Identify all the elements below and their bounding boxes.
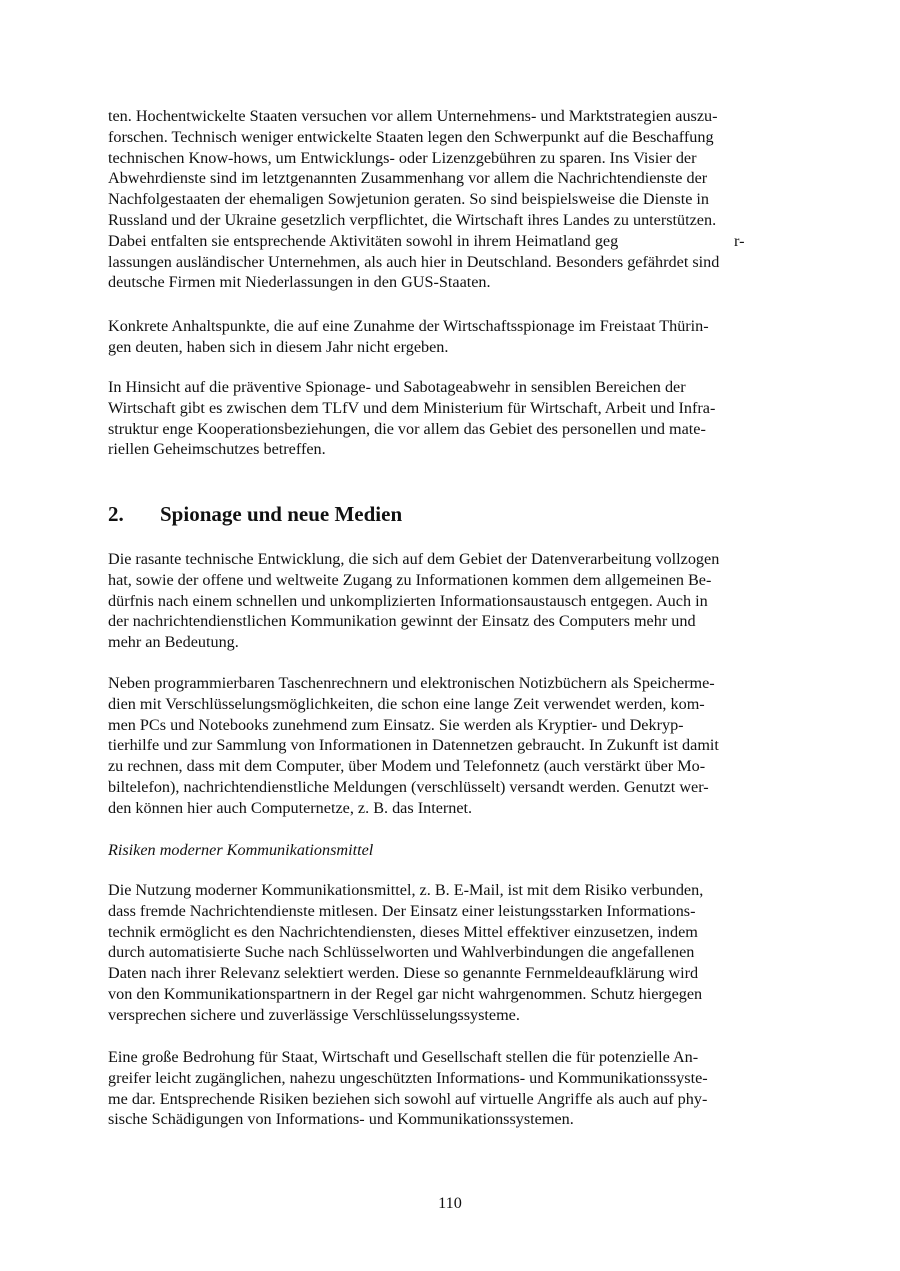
paragraph-thuringia xyxy=(108,316,748,358)
text-line: dien mit Verschlüsselungsmöglichkeiten, die schon eine lange Zeit verwendet werden, kom- xyxy=(108,694,705,713)
text-line: Nachfolgestaaten der ehemaligen Sowjetunion geraten. So sind beispielsweise die Dienste in xyxy=(108,190,710,209)
paragraph-communication-risks xyxy=(108,880,748,1026)
text-line: ten. Hochentwickelte Staaten versuchen vor allem Unternehmens- und Marktstrategien auszu- xyxy=(108,107,718,125)
text-line: Russland und der Ukraine gesetzlich verpflichtet, die Wirtschaft ihres Landes zu unterstützen. xyxy=(108,210,717,229)
text-line: hat, sowie der offene und weltweite Zugang zu Informationen kommen dem allgemeinen Be- xyxy=(108,570,712,589)
text-line: Abwehrdienste sind im letztgenannten Zusammenhang vor allem die Nachrichtendienste der xyxy=(108,169,708,188)
text-line-start: Dabei entfalten sie entsprechende Aktivitäten sowohl in ihrem Heimatland geg xyxy=(108,231,619,250)
text-line: mehr an Bedeutung. xyxy=(108,633,239,652)
section-title: Spionage und neue Medien xyxy=(160,502,403,526)
text-line: versprechen sichere und zuverlässige Verschlüsselungssysteme. xyxy=(108,1005,520,1024)
text-line: Die Nutzung moderner Kommunikationsmittel, z. B. E-Mail, ist mit dem Risiko verbunden, xyxy=(108,881,704,899)
text-line: riellen Geheimschutzes betreffen. xyxy=(108,440,326,459)
text-line: technik ermöglicht es den Nachrichtendiensten, dieses Mittel effektiver einzusetzen, indem xyxy=(108,922,698,941)
text-line: Daten nach ihrer Relevanz selektiert werden. Diese so genannte Fernmeldeaufklärung wird xyxy=(108,964,699,983)
text-line-tail: r- xyxy=(734,231,745,250)
text-line: men PCs und Notebooks zunehmend zum Einsatz. Sie werden als Kryptier- und Dekryp- xyxy=(108,715,684,734)
text-line-with-gap xyxy=(108,231,748,252)
text-line: Konkrete Anhaltspunkte, die auf eine Zunahme der Wirtschaftsspionage im Freistaat Thürin- xyxy=(108,317,709,335)
text-line: In Hinsicht auf die präventive Spionage- und Sabotageabwehr in sensiblen Bereichen der xyxy=(108,378,686,396)
text-line: Die rasante technische Entwicklung, die sich auf dem Gebiet der Datenverarbeitung vollzogen xyxy=(108,550,720,568)
text-line: struktur enge Kooperationsbeziehungen, die vor allem das Gebiet des personellen und mate- xyxy=(108,419,706,438)
section-number: 2. xyxy=(108,502,124,526)
page-number: 110 xyxy=(438,1194,462,1212)
paragraph-technical-development xyxy=(108,549,748,653)
text-line: den können hier auch Computernetze, z. B. das Internet. xyxy=(108,798,473,817)
text-line: forschen. Technisch weniger entwickelte Staaten legen den Schwerpunkt auf die Beschaffung xyxy=(108,127,714,146)
text-line: lassungen ausländischer Unternehmen, als auch hier in Deutschland. Besonders gefährdet sind xyxy=(108,252,720,271)
paragraph-cooperation xyxy=(108,377,748,460)
text-line: deutsche Firmen mit Niederlassungen in den GUS-Staaten. xyxy=(108,273,491,292)
text-line: Wirtschaft gibt es zwischen dem TLfV und dem Ministerium für Wirtschaft, Arbeit und Infra- xyxy=(108,398,716,417)
text-line: Neben programmierbaren Taschenrechnern und elektronischen Notizbüchern als Speicherme- xyxy=(108,674,715,692)
paragraph-devices xyxy=(108,673,748,819)
text-line: gen deuten, haben sich in diesem Jahr nicht ergeben. xyxy=(108,337,449,356)
section-heading xyxy=(108,500,402,528)
text-line: tierhilfe und zur Sammlung von Informationen in Datennetzen gebraucht. In Zukunft ist damit xyxy=(108,736,719,755)
text-line: von den Kommunikationspartnern in der Regel gar nicht wahrgenommen. Schutz hiergegen xyxy=(108,984,703,1003)
subheading: Risiken moderner Kommunikationsmittel xyxy=(108,841,374,859)
text-line: durch automatisierte Suche nach Schlüsselworten und Wahlverbindungen die angefallenen xyxy=(108,943,695,962)
text-line: greifer leicht zugänglichen, nahezu ungeschützten Informations- und Kommunikationssyste- xyxy=(108,1068,708,1087)
text-line: technischen Know-hows, um Entwicklungs- oder Lizenzgebühren zu sparen. Ins Visier der xyxy=(108,148,697,167)
text-line: Eine große Bedrohung für Staat, Wirtschaft und Gesellschaft stellen die für potenzielle An- xyxy=(108,1048,699,1066)
text-line: me dar. Entsprechende Risiken beziehen sich sowohl auf virtuelle Angriffe als auch auf phy- xyxy=(108,1089,708,1108)
paragraph-intelligence-services xyxy=(108,106,748,293)
text-line: dass fremde Nachrichtendienste mitlesen. Der Einsatz einer leistungsstarken Informations- xyxy=(108,901,696,920)
text-line: biltelefon), nachrichtendienstliche Meldungen (verschlüsselt) versandt werden. Genutzt wer- xyxy=(108,777,709,796)
text-line: sische Schädigungen von Informations- und Kommunikationssystemen. xyxy=(108,1110,574,1129)
text-line: der nachrichtendienstlichen Kommunikation gewinnt der Einsatz des Computers mehr und xyxy=(108,612,696,631)
text-line: dürfnis nach einem schnellen und unkomplizierten Informationsaustausch entgegen. Auch in xyxy=(108,591,708,610)
paragraph-threat xyxy=(108,1047,748,1130)
text-line: zu rechnen, dass mit dem Computer, über Modem und Telefonnetz (auch verstärkt über Mo- xyxy=(108,757,706,776)
